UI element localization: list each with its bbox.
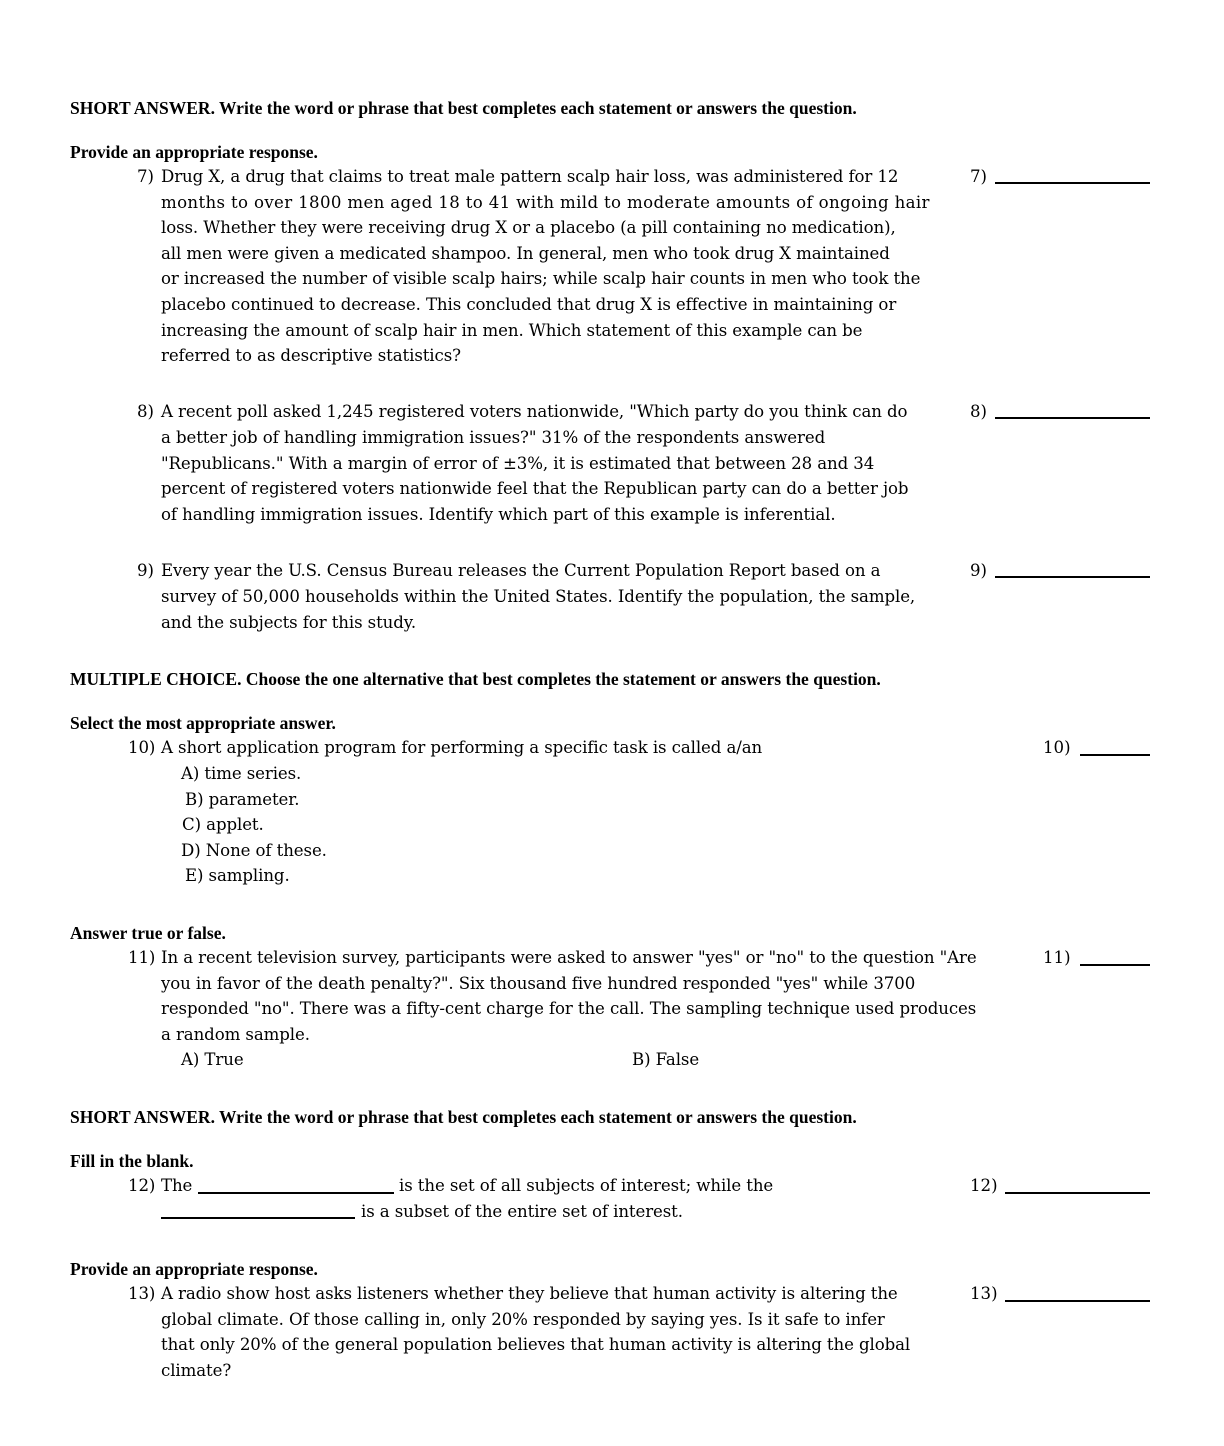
instruction-select-answer: Select the most appropriate answer. <box>70 713 336 733</box>
question-text-line: responded "no". There was a fifty-cent charge for the call. The sampling technique used produces <box>161 999 977 1018</box>
answer-blank-7[interactable] <box>995 182 1150 184</box>
answer-blank-8[interactable] <box>995 417 1150 419</box>
question-text-line: A recent poll asked 1,245 registered voters nationwide, "Which party do you think can do <box>161 402 908 421</box>
question-text-line: increasing the amount of scalp hair in men. Which statement of this example can be <box>161 321 863 340</box>
answer-label: 11) <box>1043 948 1071 967</box>
answer-label: 8) <box>970 402 988 421</box>
answer-label: 10) <box>1043 738 1071 757</box>
fill-blank-2[interactable] <box>161 1217 355 1219</box>
question-text-line: percent of registered voters nationwide feel that the Republican party can do a better job <box>161 479 909 498</box>
question-text-line: A short application program for performing a specific task is called a/an <box>161 738 763 757</box>
instruction-true-false: Answer true or false. <box>70 923 226 943</box>
question-text-part: The <box>161 1176 193 1195</box>
question-number: 10) <box>128 738 156 757</box>
question-number: 8) <box>137 402 154 421</box>
option-d[interactable]: D) None of these. <box>181 841 327 860</box>
section-header-multiple-choice: MULTIPLE CHOICE. Choose the one alternative that best completes the statement or answers the question. <box>70 669 881 689</box>
question-text-line: and the subjects for this study. <box>161 613 416 632</box>
question-text-line: of handling immigration issues. Identify which part of this example is inferential. <box>161 505 836 524</box>
answer-label: 9) <box>970 561 988 580</box>
question-text-line: A radio show host asks listeners whether they believe that human activity is altering the <box>161 1284 898 1303</box>
question-text-line: In a recent television survey, participants were asked to answer "yes" or "no" to the question "Are <box>161 948 977 967</box>
option-a[interactable]: A) time series. <box>181 764 302 783</box>
option-true[interactable]: A) True <box>181 1050 244 1069</box>
question-text-line: global climate. Of those calling in, only 20% responded by saying yes. Is it safe to infer <box>161 1310 885 1329</box>
question-text-line: all men were given a medicated shampoo. In general, men who took drug X maintained <box>161 244 890 263</box>
question-text-line: climate? <box>161 1361 232 1380</box>
answer-label: 7) <box>970 167 988 186</box>
question-text-line: a better job of handling immigration issues?" 31% of the respondents answered <box>161 428 826 447</box>
answer-blank-11[interactable] <box>1080 964 1150 966</box>
option-b[interactable]: B) parameter. <box>185 790 300 809</box>
instruction-provide-response-2: Provide an appropriate response. <box>70 1259 318 1279</box>
question-text-line: placebo continued to decrease. This concluded that drug X is effective in maintaining or <box>161 295 897 314</box>
question-text-line: "Republicans." With a margin of error of ±3%, it is estimated that between 28 and 34 <box>161 454 875 473</box>
question-text-line: referred to as descriptive statistics? <box>161 346 461 365</box>
section-header-short-answer-2: SHORT ANSWER. Write the word or phrase that best completes each statement or answers the question. <box>70 1107 857 1127</box>
question-text-line: Drug X, a drug that claims to treat male pattern scalp hair loss, was administered for 12 <box>161 167 899 186</box>
section-header-short-answer: SHORT ANSWER. Write the word or phrase that best completes each statement or answers the question. <box>70 98 857 118</box>
question-text-line: loss. Whether they were receiving drug X or a placebo (a pill containing no medication), <box>161 218 896 237</box>
question-text-part: is a subset of the entire set of interest. <box>361 1202 683 1221</box>
question-number: 7) <box>137 167 154 186</box>
question-text-part: is the set of all subjects of interest; while the <box>399 1176 774 1195</box>
option-false[interactable]: B) False <box>632 1050 700 1069</box>
question-text-line: months to over 1800 men aged 18 to 41 with mild to moderate amounts of ongoing hair <box>161 193 930 212</box>
answer-label: 12) <box>970 1176 998 1195</box>
question-number: 12) <box>128 1176 156 1195</box>
question-text-line: that only 20% of the general population believes that human activity is altering the global <box>161 1335 911 1354</box>
fill-blank-1[interactable] <box>198 1192 394 1194</box>
question-text-line: survey of 50,000 households within the United States. Identify the population, the sample, <box>161 587 916 606</box>
option-e[interactable]: E) sampling. <box>185 866 290 885</box>
answer-blank-13[interactable] <box>1005 1300 1150 1302</box>
option-c[interactable]: C) applet. <box>182 815 264 834</box>
answer-blank-10[interactable] <box>1080 754 1150 756</box>
question-text-line: Every year the U.S. Census Bureau releases the Current Population Report based on a <box>161 561 881 580</box>
answer-blank-12[interactable] <box>1005 1192 1150 1194</box>
question-number: 13) <box>128 1284 156 1303</box>
question-text-line: you in favor of the death penalty?". Six thousand five hundred responded "yes" while 3700 <box>161 974 916 993</box>
answer-blank-9[interactable] <box>995 576 1150 578</box>
answer-label: 13) <box>970 1284 998 1303</box>
question-text-line: or increased the number of visible scalp hairs; while scalp hair counts in men who took the <box>161 269 921 288</box>
instruction-fill-blank: Fill in the blank. <box>70 1151 194 1171</box>
question-text-line: a random sample. <box>161 1025 310 1044</box>
question-number: 9) <box>137 561 154 580</box>
instruction-provide-response: Provide an appropriate response. <box>70 142 318 162</box>
question-number: 11) <box>128 948 156 967</box>
